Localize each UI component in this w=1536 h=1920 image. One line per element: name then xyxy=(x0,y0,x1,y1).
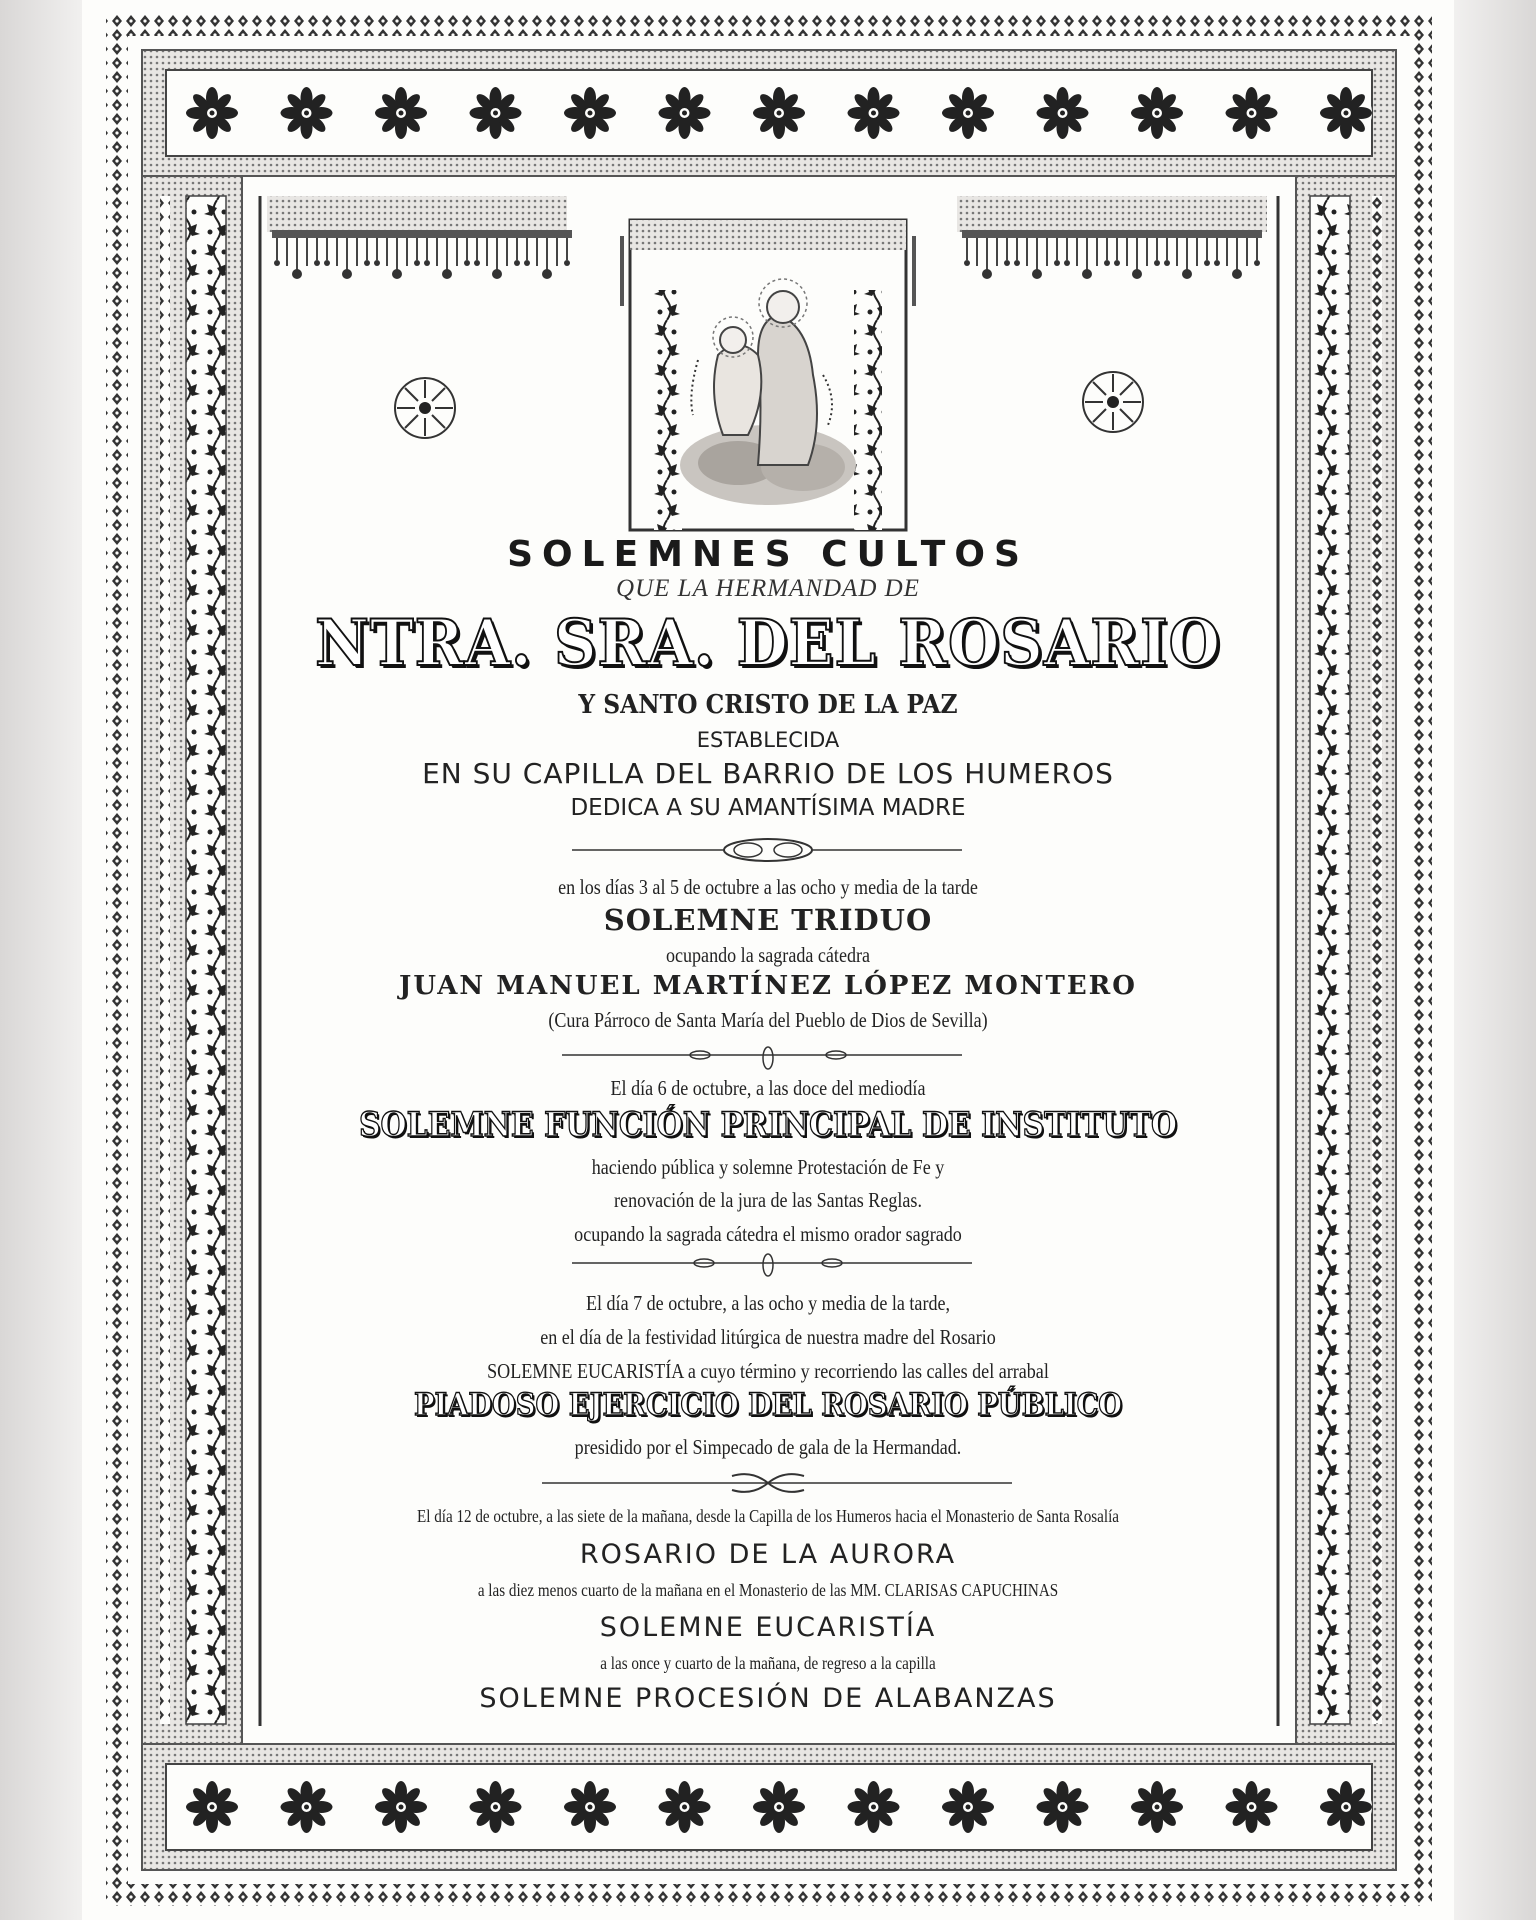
aurora-date: El día 12 de octubre, a las siete de la mañana, desde la Capilla de los Humeros hacia el Monasterio de Santa Rosalía xyxy=(416,1506,1120,1526)
funcion-date: El día 6 de octubre, a las doce del mediodía xyxy=(610,1076,926,1100)
poster-page xyxy=(82,0,1454,1920)
divider-3 xyxy=(572,1254,972,1276)
procesion-title: SOLEMNE PROCESIÓN DE ALABANZAS xyxy=(479,1683,1057,1714)
rosario-line-2: SOLEMNE EUCARISTÍA a cuyo término y recorriendo las calles del arrabal xyxy=(487,1359,1049,1383)
dedication-label: DEDICA A SU AMANTÍSIMA MADRE xyxy=(570,795,966,821)
funcion-line-1: haciendo pública y solemne Protestación de Fe y xyxy=(591,1155,945,1179)
aurora-line-1: a las diez menos cuarto de la mañana en el Monasterio de las MM. CLARISAS CAPUCHINAS xyxy=(477,1580,1059,1600)
subtitle: QUE LA HERMANDAD DE xyxy=(616,575,920,602)
brotherhood-name-2: Y SANTO CRISTO DE LA PAZ xyxy=(578,690,958,720)
divider-2 xyxy=(562,1047,962,1069)
left-background-margin xyxy=(0,0,82,1920)
triduo-date: en los días 3 al 5 de octubre a las ocho y media de la tarde xyxy=(558,875,978,899)
right-background-margin xyxy=(1454,0,1536,1920)
rosario-date: El día 7 de octubre, a las ocho y media de la tarde, xyxy=(585,1291,951,1315)
rosario-line-3: presidido por el Simpecado de gala de la Hermandad. xyxy=(574,1435,962,1459)
preacher-role: (Cura Párroco de Santa María del Pueblo de Dios de Sevilla) xyxy=(548,1008,988,1032)
funcion-title: SOLEMNE FUNCIÓN PRINCIPAL DE INSTITUTO xyxy=(358,1105,1178,1145)
rosario-line-1: en el día de la festividad litúrgica de nuestra madre del Rosario xyxy=(540,1325,996,1349)
funcion-line-3: ocupando la sagrada cátedra el mismo orador sagrado xyxy=(574,1222,962,1246)
established-label: ESTABLECIDA xyxy=(696,728,840,752)
aurora-line-2: a las once y cuarto de la mañana, de regreso a la capilla xyxy=(600,1653,936,1673)
divider-1 xyxy=(572,839,962,861)
triduo-chair: ocupando la sagrada cátedra xyxy=(665,943,871,967)
rosario-title: PIADOSO EJERCICIO DEL ROSARIO PÚBLICO xyxy=(413,1387,1123,1423)
triduo-title: SOLEMNE TRIDUO xyxy=(603,903,933,937)
chapel-label: EN SU CAPILLA DEL BARRIO DE LOS HUMEROS xyxy=(422,757,1114,790)
aurora-title: ROSARIO DE LA AURORA xyxy=(579,1539,957,1570)
eucaristia-title: SOLEMNE EUCARISTÍA xyxy=(599,1612,937,1643)
divider-4 xyxy=(542,1474,1012,1492)
main-title: SOLEMNES CULTOS xyxy=(507,534,1029,575)
funcion-line-2: renovación de la jura de las Santas Reglas. xyxy=(614,1188,922,1212)
brotherhood-name: NTRA. SRA. DEL ROSARIO xyxy=(315,606,1221,681)
preacher-name: JUAN MANUEL MARTÍNEZ LÓPEZ MONTERO xyxy=(399,971,1137,1001)
